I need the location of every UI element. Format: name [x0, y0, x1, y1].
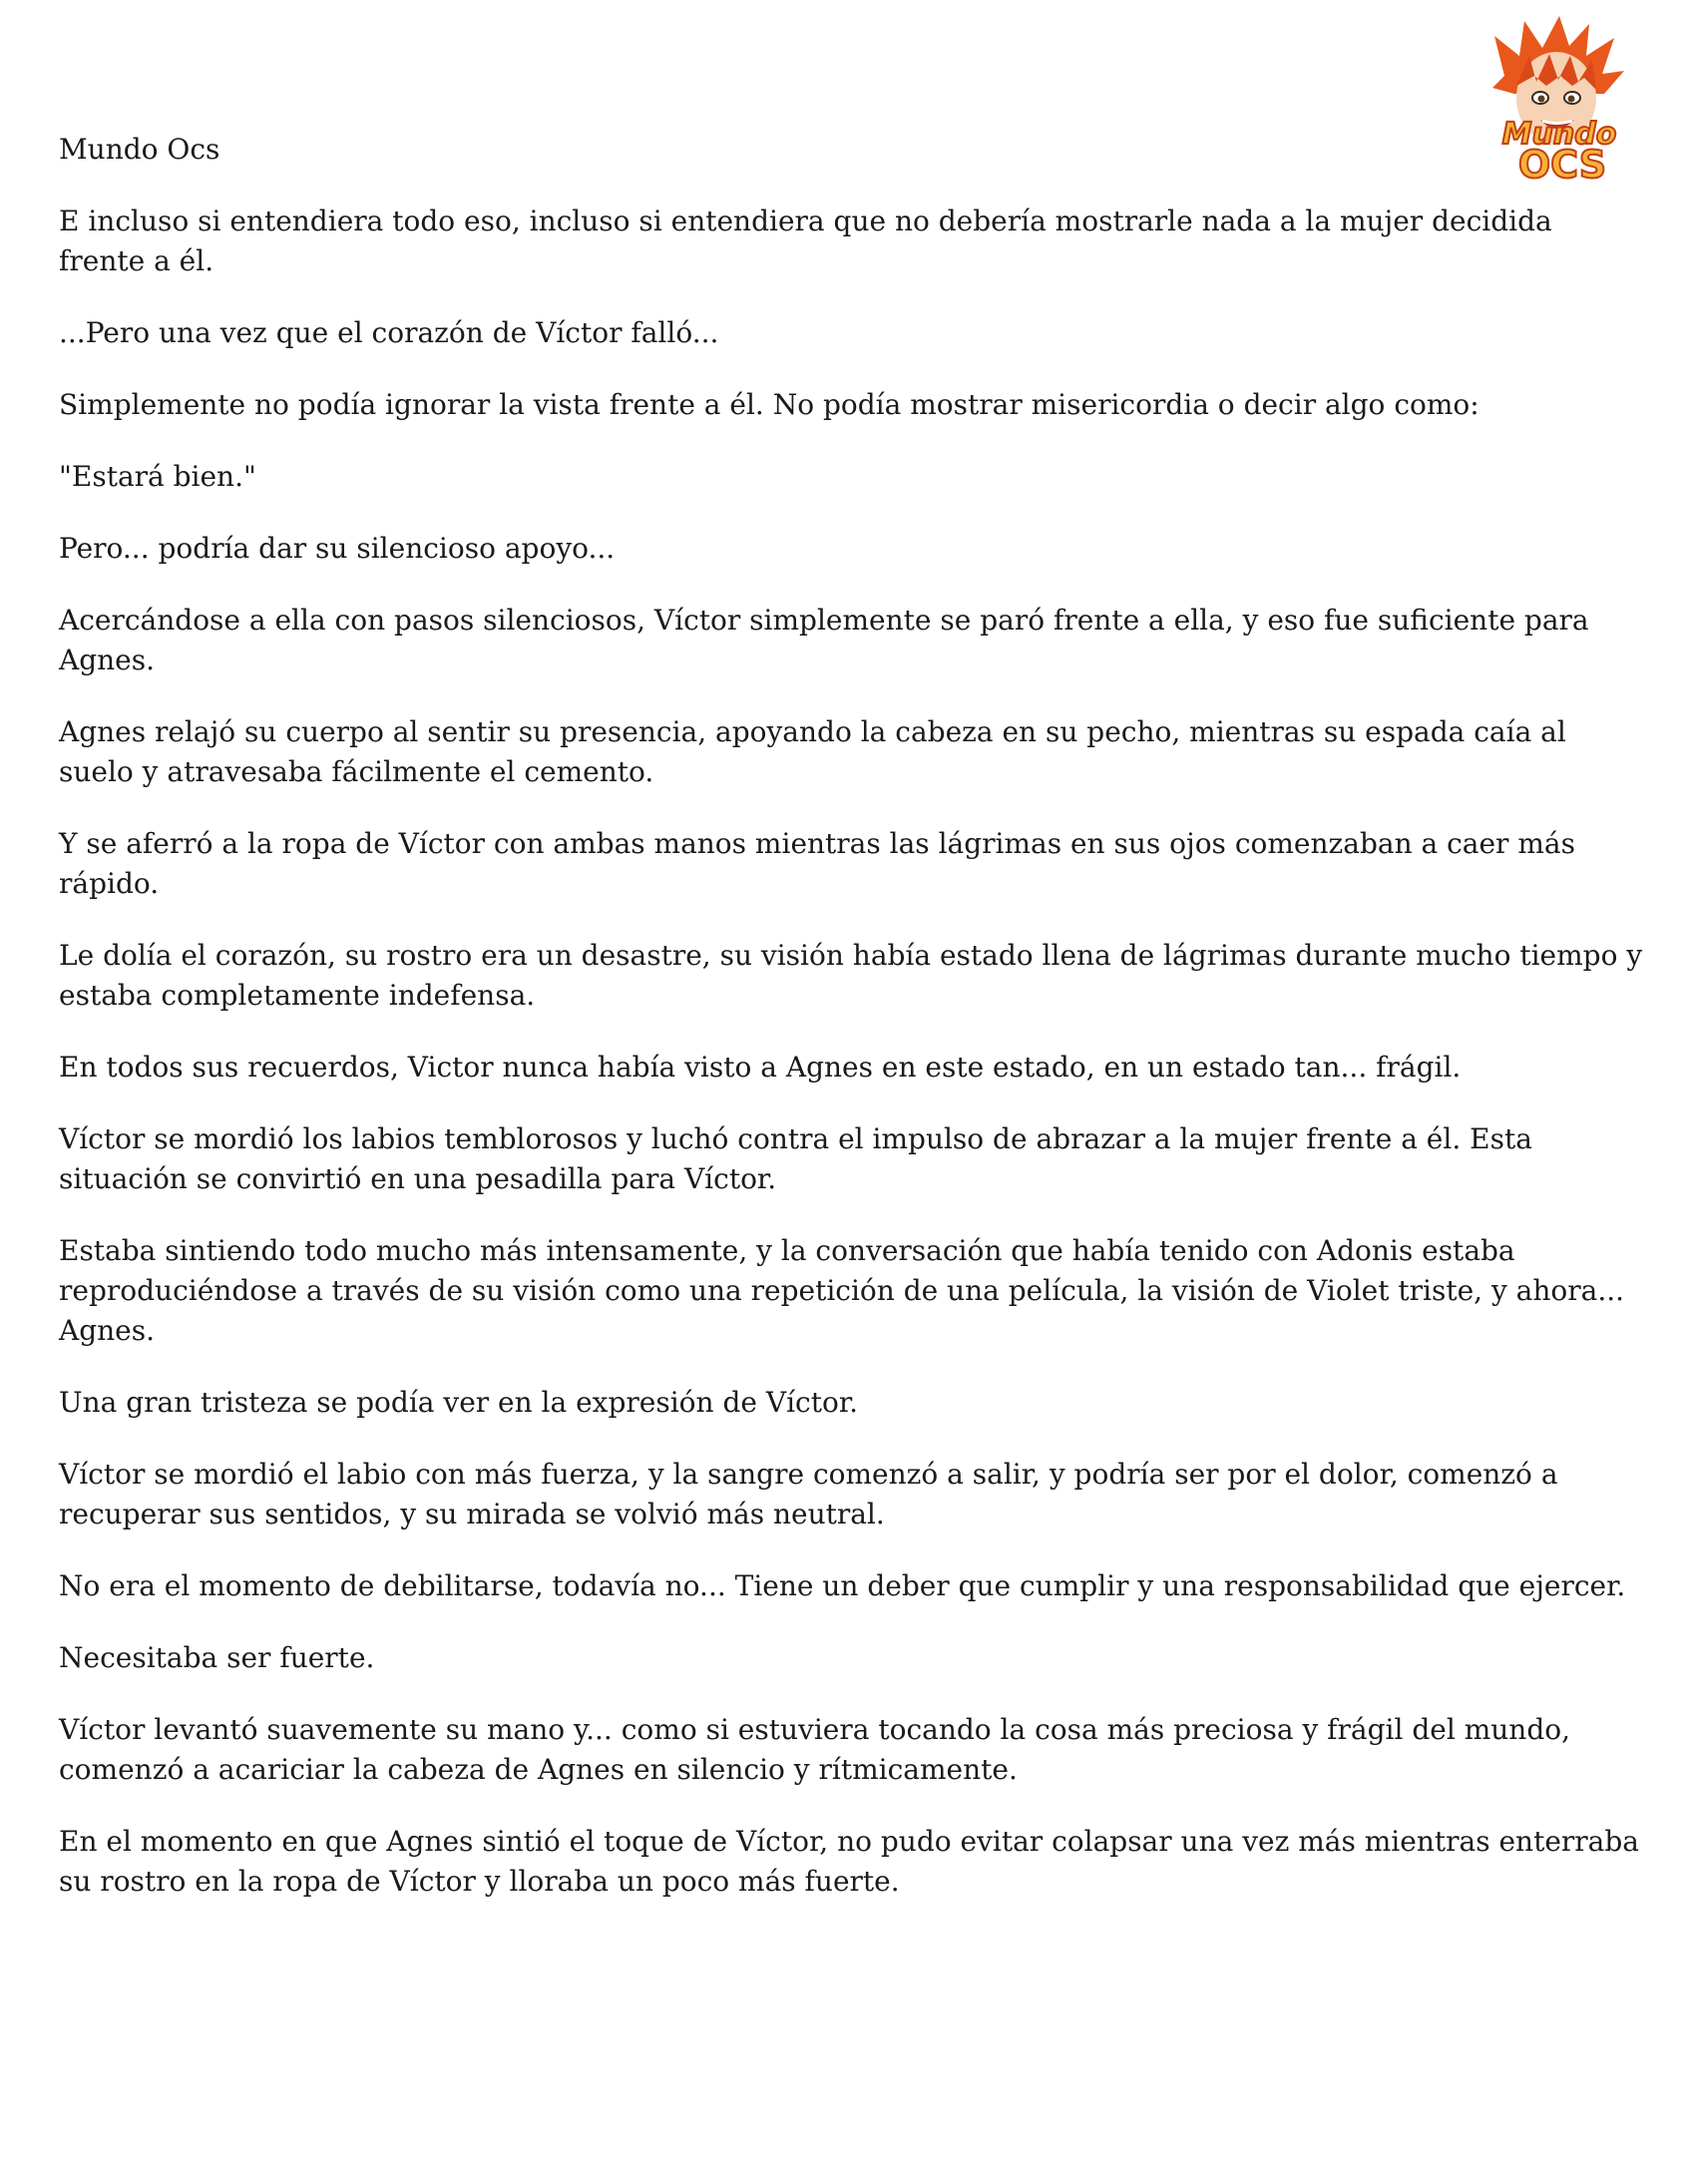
paragraph: Víctor se mordió el labio con más fuerza, y la sangre comenzó a salir, y podría ser por el dolor, comenzó a recuperar sus sentidos, y su mirada se volvió más neutral.: [59, 1458, 1558, 1530]
paragraph: E incluso si entendiera todo eso, incluso si entendiera que no debería mostrarle nada a la mujer decidida frente a él.: [59, 205, 1552, 277]
paragraph: "Estará bien.": [59, 460, 256, 493]
document-body: [59, 130, 1645, 1934]
paragraph: Y se aferró a la ropa de Víctor con ambas manos mientras las lágrimas en sus ojos comenzaban a caer más rápido.: [59, 827, 1575, 900]
paragraph: Agnes relajó su cuerpo al sentir su presencia, apoyando la cabeza en su pecho, mientras su espada caía al suelo y atravesaba fácilmente el cemento.: [59, 715, 1566, 788]
paragraph: Pero... podría dar su silencioso apoyo...: [59, 532, 616, 565]
paragraph: No era el momento de debilitarse, todavía no... Tiene un deber que cumplir y una responsabilidad que ejercer.: [59, 1569, 1626, 1602]
svg-text:OCS: OCS: [1517, 143, 1607, 187]
paragraph: Simplemente no podía ignorar la vista frente a él. No podía mostrar misericordia o decir algo como:: [59, 388, 1479, 421]
paragraph: En todos sus recuerdos, Victor nunca había visto a Agnes en este estado, en un estado tan... frágil.: [59, 1051, 1462, 1084]
paragraph: Necesitaba ser fuerte.: [59, 1641, 375, 1674]
paragraph: Le dolía el corazón, su rostro era un desastre, su visión había estado llena de lágrimas durante mucho tiempo y estaba completamente indefensa.: [59, 939, 1643, 1012]
paragraph: Estaba sintiendo todo mucho más intensamente, y la conversación que había tenido con Adonis estaba reproduciéndose a través de su visión como una repetición de una película, la visión de Violet triste, y ahora... Agnes.: [59, 1234, 1625, 1347]
paragraph: En el momento en que Agnes sintió el toque de Víctor, no pudo evitar colapsar una vez más mientras enterraba su rostro en la ropa de Víctor y lloraba un poco más fuerte.: [59, 1825, 1639, 1898]
page-header: Mundo Ocs: [59, 133, 220, 166]
svg-text:Mundo: Mundo: [1501, 117, 1617, 152]
paragraph: Acercándose a ella con pasos silenciosos, Víctor simplemente se paró frente a ella, y eso fue suficiente para Agnes.: [59, 604, 1589, 676]
paragraph: Una gran tristeza se podía ver en la expresión de Víctor.: [59, 1386, 859, 1419]
paragraph: Víctor se mordió los labios temblorosos y luchó contra el impulso de abrazar a la mujer frente a él. Esta situación se convirtió en una pesadilla para Víctor.: [59, 1122, 1532, 1195]
paragraph: ...Pero una vez que el corazón de Víctor falló...: [59, 316, 719, 349]
paragraph: Víctor levantó suavemente su mano y... como si estuviera tocando la cosa más preciosa y frágil del mundo, comenzó a acariciar la cabeza de Agnes en silencio y rítmicamente.: [59, 1713, 1570, 1786]
